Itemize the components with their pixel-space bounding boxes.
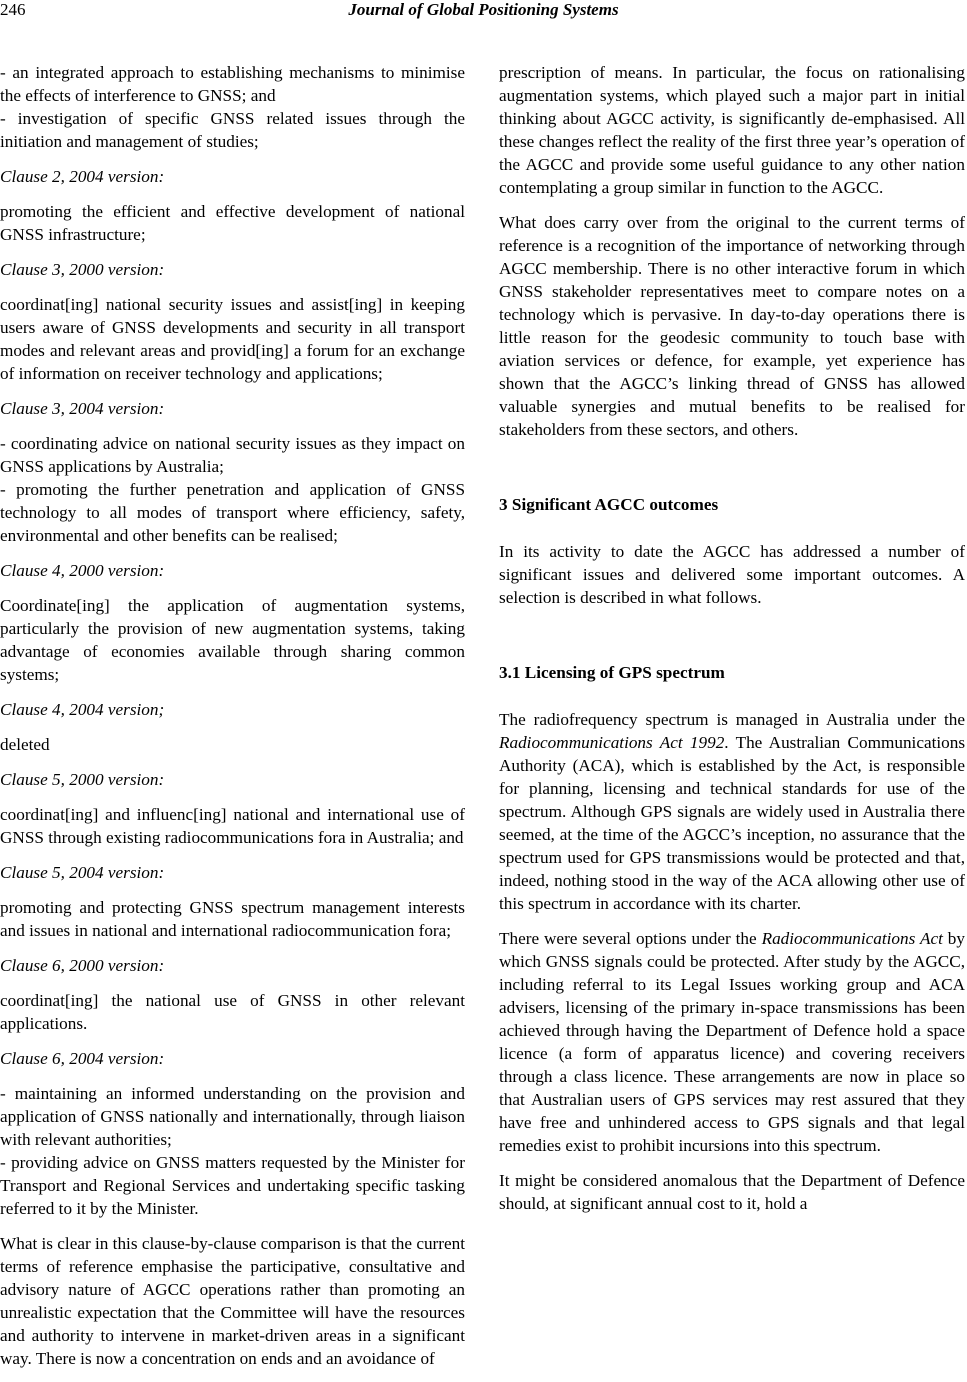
intro-list-item: - investigation of specific GNSS related issues through the initiation and management of studies; — [0, 109, 465, 151]
clause-label: Clause 3, 2004 version: — [0, 399, 165, 418]
body-paragraph: What does carry over from the original to the current terms of reference is a recognition of the importance of networking through AGCC membership. There is no other interactive forum in which GNSS stakeholder representatives meet to compare notes on a technology which is pervasive. In day-to-day operations there is little reason for the geodesic community to touch base with aviation services or defence, for example, yet experience has shown that the AGCC’s linking thread of GNSS has allowed valuable synergies and mutual benefits to be realised for stakeholders from these sectors, and others. — [499, 213, 965, 439]
clause-text: deleted — [0, 735, 50, 754]
text-run: The radiofrequency spectrum is managed in Australia under the — [499, 710, 965, 729]
clause-label: Clause 5, 2000 version: — [0, 770, 165, 789]
clause-text: Coordinate[ing] the application of augmentation systems, particularly the provision of new augmentation systems, taking advantage of economies available through sharing common systems; — [0, 596, 465, 684]
intro-list-item: - an integrated approach to establishing mechanisms to minimise the effects of interference to GNSS; and — [0, 63, 465, 105]
clause-text: promoting and protecting GNSS spectrum management interests and issues in national and international radiocommunication fora; — [0, 898, 465, 940]
clause-list-item: - providing advice on GNSS matters requested by the Minister for Transport and Regional Services and undertaking specific tasking referred to it by the Minister. — [0, 1153, 465, 1218]
left-column — [0, 61, 465, 1382]
clause-text: coordinat[ing] and influenc[ing] national and international use of GNSS through existing radiocommunications fora in Australia; and — [0, 805, 465, 847]
subsection-heading: 3.1 Licensing of GPS spectrum — [499, 663, 725, 682]
body-paragraph — [499, 927, 965, 1157]
page-number: 246 — [0, 0, 26, 19]
running-header — [0, 0, 967, 26]
body-paragraph: It might be considered anomalous that the Department of Defence should, at significant annual cost to it, hold a — [499, 1171, 965, 1213]
clause-label: Clause 3, 2000 version: — [0, 260, 165, 279]
clause-label: Clause 2, 2004 version: — [0, 167, 165, 186]
clause-text: promoting the efficient and effective development of national GNSS infrastructure; — [0, 202, 465, 244]
clause-list-item: - maintaining an informed understanding on the provision and application of GNSS nationally and internationally, through liaison with relevant authorities; — [0, 1084, 465, 1149]
clause-list-item: - promoting the further penetration and application of GNSS technology to all modes of transport where efficiency, safety, environmental and other benefits can be realised; — [0, 480, 465, 545]
body-paragraph: What is clear in this clause-by-clause comparison is that the current terms of reference emphasise the participative, consultative and advisory nature of AGCC operations rather than promoting an unrealistic expectation that the Committee will have the resources and authority to intervene in market-driven areas in a significant way. There is now a concentration on ends and an avoidance of — [0, 1234, 465, 1368]
body-paragraph — [499, 708, 965, 915]
clause-label: Clause 6, 2000 version: — [0, 956, 165, 975]
clause-label: Clause 6, 2004 version: — [0, 1049, 165, 1068]
act-title: Radiocommunications Act 1992 — [499, 733, 725, 752]
body-paragraph: In its activity to date the AGCC has addressed a number of significant issues and delivered some important outcomes. A selection is described in what follows. — [499, 542, 965, 607]
clause-label: Clause 4, 2004 version; — [0, 700, 165, 719]
clause-list-item: - coordinating advice on national security issues as they impact on GNSS applications by Australia; — [0, 434, 465, 476]
act-title: Radiocommunications Act — [761, 929, 943, 948]
section-heading: 3 Significant AGCC outcomes — [499, 495, 719, 514]
clause-text: coordinat[ing] the national use of GNSS in other relevant applications. — [0, 991, 465, 1033]
text-run: There were several options under the — [499, 929, 762, 948]
text-run: . The Australian Communications Authority (ACA), which is established by the Act, is responsible for planning, licensing and technical standards for use of the spectrum. Although GPS signals are widely used in Australia there seemed, at the time of the AGCC’s inception, no assurance that the spectrum used for GPS transmissions would be protected and that, indeed, nothing stood in the way of the ACA allowing other use of this spectrum in accordance with its charter. — [499, 733, 966, 913]
clause-text: coordinat[ing] national security issues and assist[ing] in keeping users aware of GNSS developments and security in all transport modes and relevant areas and provid[ing] a forum for an exchange of information on receiver technology and applications; — [0, 295, 465, 383]
body-paragraph: prescription of means. In particular, the focus on rationalising augmentation systems, which played such a major part in initial thinking about AGCC activity, is significantly de-emphasised. All these changes reflect the reality of the first three year’s operation of the AGCC and provide some useful guidance to any other nation contemplating a group similar in function to the AGCC. — [499, 63, 965, 197]
clause-label: Clause 5, 2004 version: — [0, 863, 165, 882]
text-run: by which GNSS signals could be protected. After study by the AGCC, including referral to its Legal Issues working group and ACA advisers, licensing of the primary in-space transmissions has been achieved through having the Department of Defence hold a space licence (a form of apparatus licence) and covering receivers through a class licence. These arrangements are now in place so that Australian users of GPS services may rest assured that they have free and unhindered access to GPS signals and that legal remedies exist to prohibit incursions into this spectrum. — [499, 929, 965, 1155]
clause-label: Clause 4, 2000 version: — [0, 561, 165, 580]
right-column — [499, 61, 965, 1227]
journal-title: Journal of Global Positioning Systems — [348, 0, 619, 19]
